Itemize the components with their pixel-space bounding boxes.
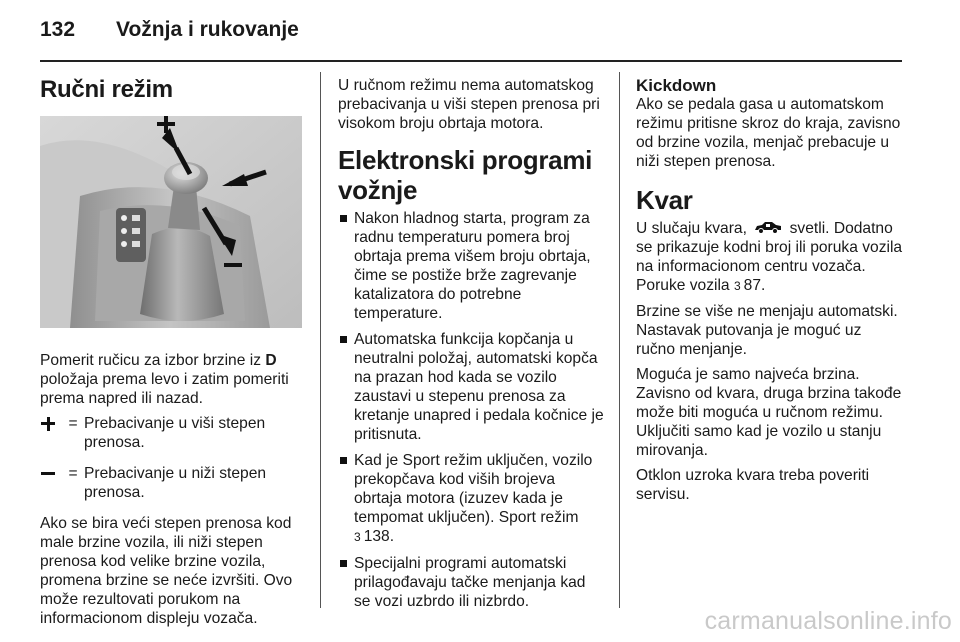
section-title-manual-mode: Ručni režim: [40, 76, 173, 103]
fault-paragraph-2: Brzine se više ne menjaju automatski. Nastavak putovanja je moguć uz ručno menjanje.: [636, 303, 898, 358]
list-item: Automatska funkcija kopčanja u neutralni položaj, automatski kopča na prazan hod kada se vozilo zaustavi u stepenu prenosa za kretanje unapred i pedala kočnice je pritisnuta.: [338, 330, 606, 444]
watermark: carmanualsonline.info: [704, 607, 952, 635]
column-3: [636, 76, 904, 510]
fault-paragraph-4: Otklon uzroka kvara treba poveriti servisu.: [636, 467, 870, 503]
list-item: Nakon hladnog starta, program za radnu temperaturu pomera broj obrtaja prema višem broju obrtaja, čime se postiže brže zagrevanje katalizatora do potrebne temperature.: [338, 209, 606, 323]
no-auto-upshift-paragraph: U ručnom režimu nema automatskog prebacivanja u viši stepen prenosa pri visokom broju obrtaja motora.: [338, 77, 600, 132]
page-reference-icon: 3: [354, 530, 361, 544]
page-header: [40, 18, 299, 48]
column-2: [338, 76, 606, 618]
transmission-fault-car-icon: [753, 220, 783, 234]
list-item: Specijalni programi automatski prilagođavaju tačke menjanja kad se vozi uzbrdo ili nizbrdo.: [338, 554, 606, 611]
column-1: [40, 76, 306, 634]
section-title-kickdown: Kickdown: [636, 76, 717, 95]
fault-paragraph-3: Moguća je samo najveća brzina. Zavisno od kvara, druga brzina takođe može biti moguća u ručnom režimu. Uključiti samo kad je vozilo u stanju mirovanja.: [636, 366, 902, 459]
intro-paragraph: Pomerit ručicu za izbor brzine iz D položaja prema levo i zatim pomeriti prema napred ili nazad.: [40, 352, 289, 407]
section-title-fault: Kvar: [636, 185, 693, 215]
minus-icon: [40, 464, 62, 483]
column-divider: [320, 72, 321, 608]
kickdown-paragraph: Ako se pedala gasa u automatskom režimu pritisne skroz do kraja, zavisno od brzine vozila, menjač prebacuje u niži stepen prenosa.: [636, 96, 901, 170]
list-item: Kad je Sport režim uključen, vozilo prekopčava kod viših brojeva obrtaja motora (izuzev kada je tempomat uključen). Sport režim 3 138.: [338, 451, 606, 547]
header-rule: [40, 60, 902, 62]
column-divider: [619, 72, 620, 608]
page-reference-link[interactable]: 87.: [743, 277, 766, 294]
manual-mode-paragraph: Ako se bira veći stepen prenosa kod male brzine vozila, ili niži stepen prenosa kod velike brzine vozila, promena brzine se neće izvršiti. Ovo može rezultovati porukom na informacionom displeju vozača.: [40, 515, 293, 627]
fault-paragraph-1: U slučaju kvara, svetli. Dodatno se prikazuje kodni broj ili poruka vozila na informacionom centru vozača. Poruke vozila 3 87.: [636, 220, 903, 294]
programs-list: [338, 209, 606, 611]
page-reference-icon: 3: [733, 279, 741, 293]
plus-icon: [40, 414, 62, 433]
definition-upshift: = Prebacivanje u viši stepen prenosa.: [40, 414, 306, 452]
definition-downshift: = Prebacivanje u niži stepen prenosa.: [40, 464, 306, 502]
gear-selector-illustration: [40, 116, 302, 328]
page-number: 132: [40, 18, 76, 41]
page-reference-link[interactable]: 138.: [363, 528, 395, 545]
chapter-title: Vožnja i rukovanje: [116, 18, 299, 41]
section-title-electronic-programs: Elektronski programi vožnje: [338, 145, 593, 205]
